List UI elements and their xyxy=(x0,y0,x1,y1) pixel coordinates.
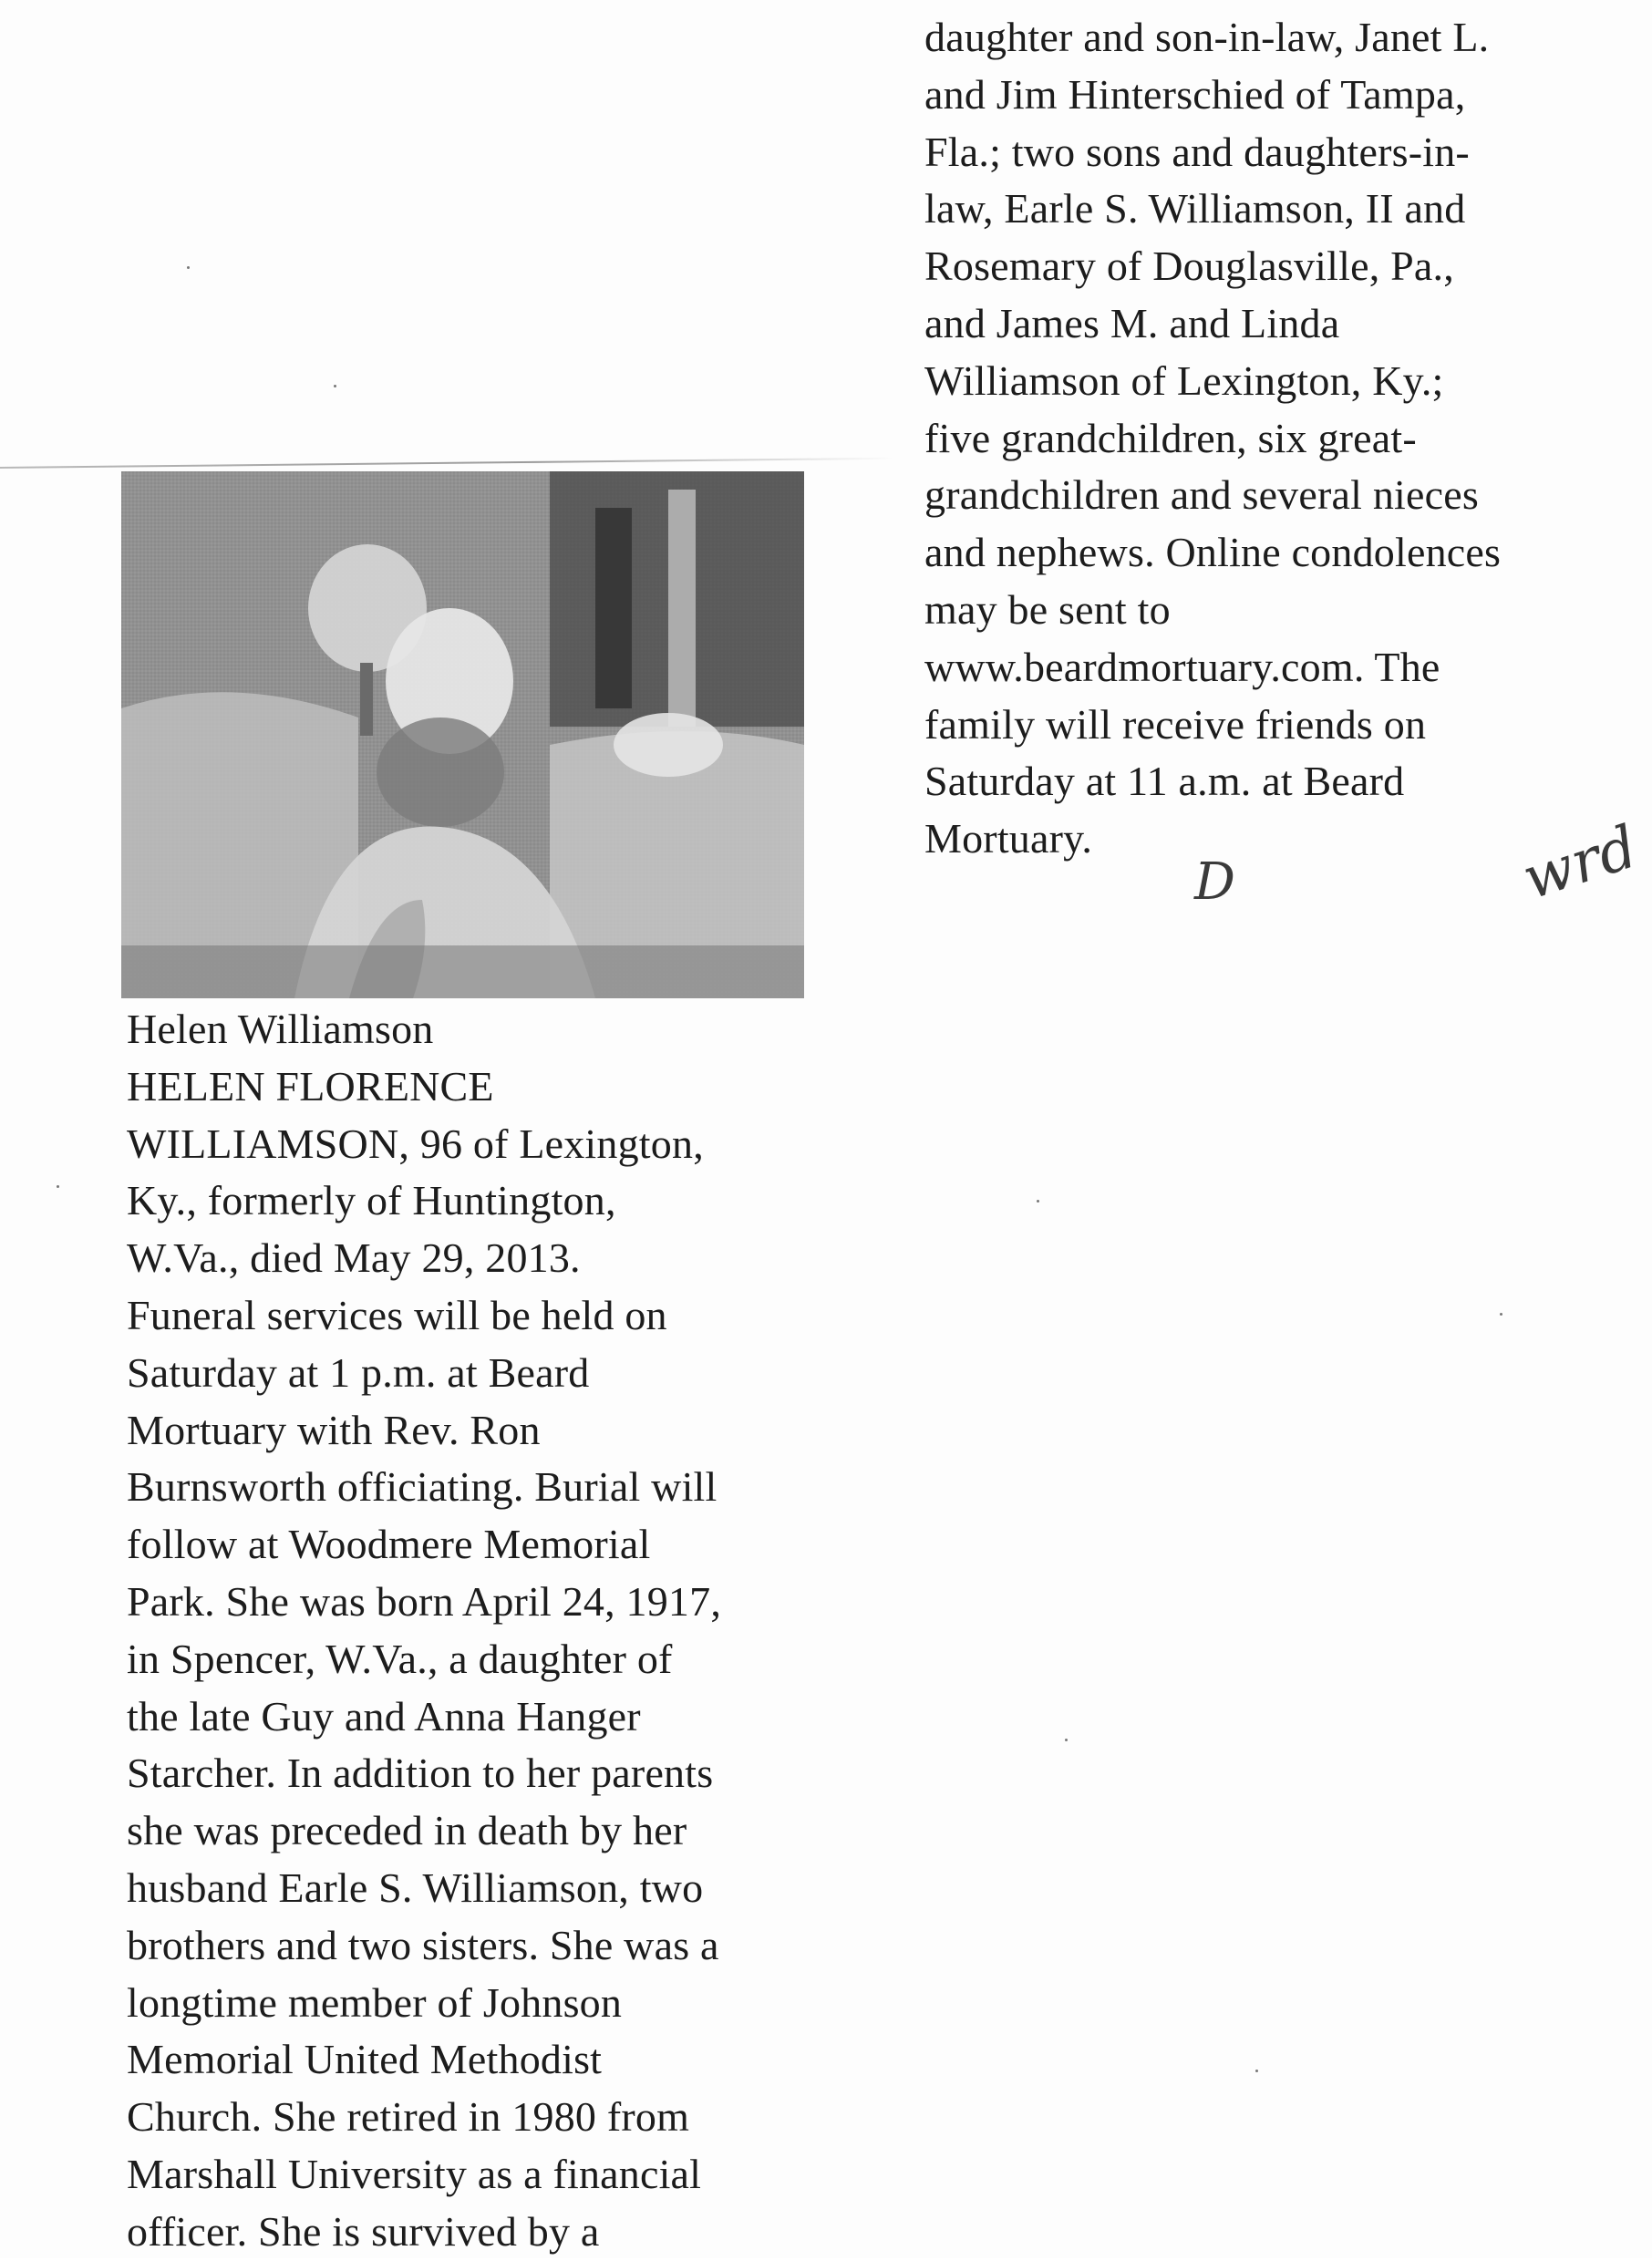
text-line: and nephews. Online condolences xyxy=(924,529,1502,576)
scan-speck xyxy=(187,266,190,269)
website-link-text: www.beardmortuary.com. The xyxy=(924,643,1440,690)
text-line: Fla.; two sons and daughters-in- xyxy=(924,128,1470,175)
text-line: husband Earle S. Williamson, two xyxy=(127,1864,704,1911)
text-line: Williamson of Lexington, Ky.; xyxy=(924,356,1444,404)
text-line: Mortuary. xyxy=(924,815,1093,862)
scan-speck xyxy=(334,385,336,387)
text-line: grandchildren and several nieces xyxy=(924,471,1479,519)
obituary-heading: Helen Williamson xyxy=(127,1006,434,1052)
scan-speck xyxy=(57,1185,59,1188)
text-line: officer. She is survived by a xyxy=(127,2207,600,2255)
text-line: Saturday at 1 p.m. at Beard xyxy=(127,1348,590,1396)
text-line: Church. She retired in 1980 from xyxy=(127,2093,690,2141)
handwritten-mark-right: wrd xyxy=(1514,813,1646,914)
portrait-photo-image xyxy=(121,471,804,998)
text-line: longtime member of Johnson xyxy=(127,1978,623,2026)
text-line: Saturday at 11 a.m. at Beard xyxy=(924,758,1405,805)
scan-speck xyxy=(1255,2070,1258,2072)
text-line: Starcher. In addition to her parents xyxy=(127,1750,714,1797)
text-line: follow at Woodmere Memorial xyxy=(127,1521,651,1568)
text-line: Funeral services will be held on xyxy=(127,1291,667,1338)
portrait-photo xyxy=(121,471,804,998)
text-line: may be sent to xyxy=(924,585,1171,633)
text-line: Park. She was born April 24, 1917, xyxy=(127,1577,722,1625)
text-line: brothers and two sisters. She was a xyxy=(127,1921,719,1968)
text-line: law, Earle S. Williamson, II and xyxy=(924,185,1466,232)
text-line: W.Va., died May 29, 2013. xyxy=(127,1234,581,1282)
text-line: she was preceded in death by her xyxy=(127,1807,687,1854)
text-line: Marshall University as a financial xyxy=(127,2150,702,2197)
text-line: Memorial United Methodist xyxy=(127,2036,603,2083)
text-line: Mortuary with Rev. Ron xyxy=(127,1406,541,1453)
obituary-continuation-column xyxy=(924,9,1636,868)
obituary-main-column xyxy=(127,1001,820,2261)
text-line: five grandchildren, six great- xyxy=(924,414,1417,461)
text-line: daughter and son-in-law, Janet L. xyxy=(924,14,1490,60)
handwritten-mark-left: D xyxy=(1194,852,1235,912)
text-line: Rosemary of Douglasville, Pa., xyxy=(924,243,1454,290)
text-line: Burnsworth officiating. Burial will xyxy=(127,1463,718,1511)
text-line: in Spencer, W.Va., a daughter of xyxy=(127,1635,673,1682)
text-line: and James M. and Linda xyxy=(924,299,1340,346)
text-line: the late Guy and Anna Hanger xyxy=(127,1692,641,1740)
scan-divider-line xyxy=(0,458,893,469)
text-line: and Jim Hinterschied of Tampa, xyxy=(924,70,1466,118)
scan-speck xyxy=(1065,1739,1068,1741)
text-line: WILLIAMSON, 96 of Lexington, xyxy=(127,1120,704,1167)
deceased-full-name: HELEN FLORENCE xyxy=(127,1062,494,1110)
scan-speck xyxy=(1037,1200,1039,1203)
scan-speck xyxy=(1500,1313,1502,1316)
text-line: Ky., formerly of Huntington, xyxy=(127,1177,616,1224)
text-line: family will receive friends on xyxy=(924,700,1427,748)
